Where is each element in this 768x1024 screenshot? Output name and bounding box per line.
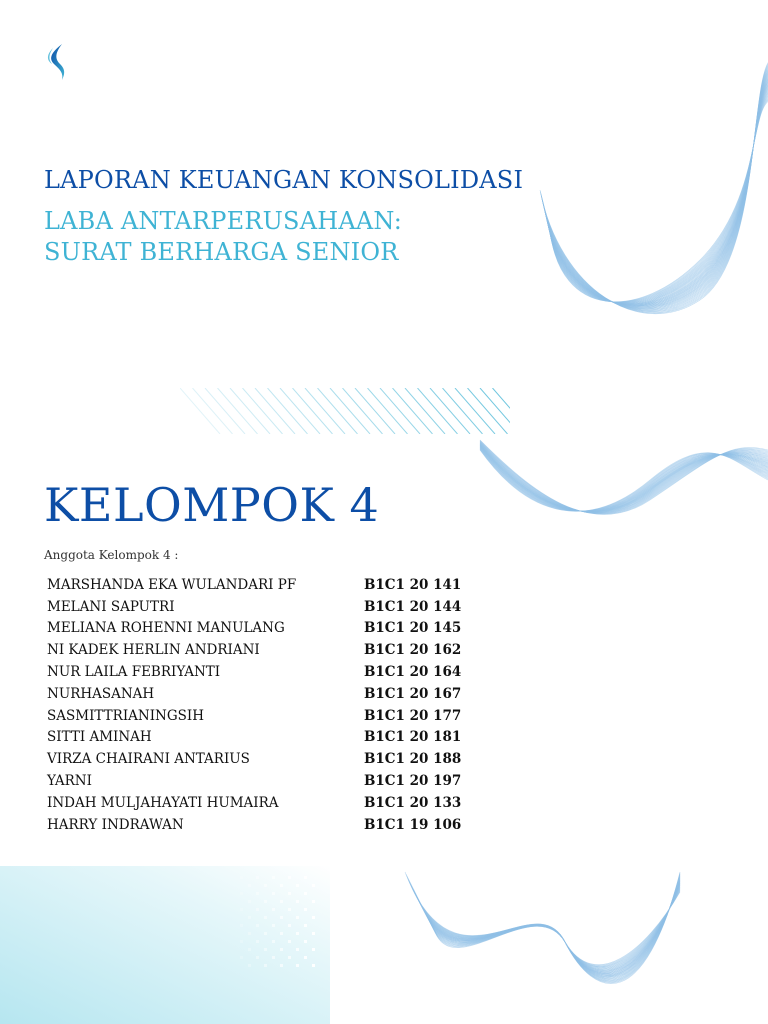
- member-nim: B1C1 20 133: [364, 794, 462, 811]
- decorative-teal-gradient-corner: [0, 866, 330, 1024]
- member-name: SITTI AMINAH: [47, 729, 152, 746]
- member-name: NURHASANAH: [47, 685, 155, 702]
- report-subtitle: LABA ANTARPERUSAHAAN: SURAT BERHARGA SENIOR: [44, 207, 403, 267]
- report-title: LAPORAN KEUANGAN KONSOLIDASI: [44, 166, 524, 194]
- decorative-wave-mesh-top: [520, 40, 768, 370]
- list-item: [47, 639, 461, 661]
- member-nim: B1C1 20 167: [364, 685, 462, 702]
- swoosh-logo-icon: [44, 42, 72, 82]
- members-label: Anggota Kelompok 4 :: [44, 548, 179, 562]
- list-item: [47, 727, 461, 749]
- member-list: [47, 574, 461, 836]
- list-item: [47, 814, 461, 836]
- member-nim: B1C1 20 197: [364, 773, 462, 790]
- list-item: [47, 661, 461, 683]
- member-name: MELANI SAPUTRI: [47, 598, 175, 615]
- member-name: NUR LAILA FEBRIYANTI: [47, 664, 221, 681]
- member-name: VIRZA CHAIRANI ANTARIUS: [47, 751, 250, 768]
- member-nim: B1C1 20 144: [364, 598, 462, 615]
- member-name: NI KADEK HERLIN ANDRIANI: [47, 642, 260, 659]
- member-nim: B1C1 20 162: [364, 642, 462, 659]
- member-name: HARRY INDRAWAN: [47, 816, 184, 833]
- list-item: [47, 618, 461, 640]
- member-nim: B1C1 20 164: [364, 664, 462, 681]
- member-nim: B1C1 20 181: [364, 729, 462, 746]
- member-nim: B1C1 20 177: [364, 707, 462, 724]
- list-item: [47, 596, 461, 618]
- list-item: [47, 770, 461, 792]
- member-nim: B1C1 20 141: [364, 576, 462, 593]
- decorative-wave-mesh-middle: [470, 430, 768, 550]
- member-nim: B1C1 20 188: [364, 751, 462, 768]
- member-name: MELIANA ROHENNI MANULANG: [47, 620, 285, 637]
- list-item: [47, 683, 461, 705]
- member-name: INDAH MULJAHAYATI HUMAIRA: [47, 794, 279, 811]
- member-name: SASMITTRIANINGSIH: [47, 707, 205, 724]
- group-title: KELOMPOK 4: [44, 478, 380, 532]
- member-nim: B1C1 19 106: [364, 816, 462, 833]
- list-item: [47, 574, 461, 596]
- list-item: [47, 705, 461, 727]
- list-item: [47, 748, 461, 770]
- decorative-wave-mesh-bottom: [395, 862, 685, 1024]
- decorative-diagonal-stripes: [180, 388, 510, 434]
- member-nim: B1C1 20 145: [364, 620, 462, 637]
- member-name: MARSHANDA EKA WULANDARI PF: [47, 576, 297, 593]
- member-name: YARNI: [47, 773, 92, 790]
- list-item: [47, 792, 461, 814]
